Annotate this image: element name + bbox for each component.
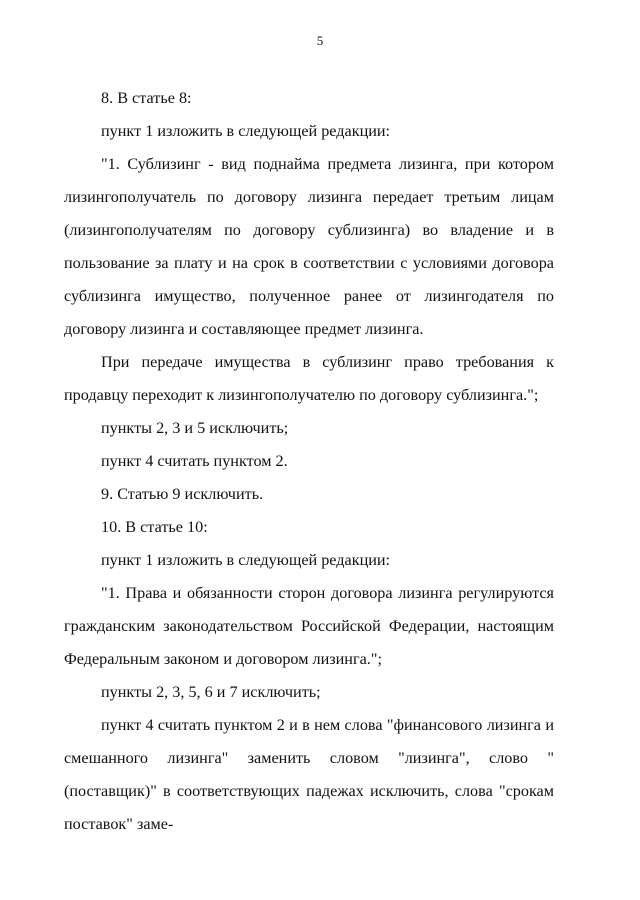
paragraph-article-10-heading: 10. В статье 10: [101,518,208,536]
document-body [64,82,554,841]
paragraph-item-1-intro-2: пункт 1 изложить в следующей редакции: [101,551,391,569]
paragraph-item-4-renumber: пункт 4 считать пунктом 2. [101,452,288,470]
page-number: 5 [316,33,324,48]
paragraph-article-9-exclude: 9. Статью 9 исключить. [101,485,264,503]
paragraph-item-1-intro: пункт 1 изложить в следующей редакции: [101,122,391,140]
paragraph-article-8-heading: 8. В статье 8: [101,89,192,107]
paragraph-rights-obligations: "1. Права и обязанности сторон договора лизинга регулируются гражданским законодательством Российской Федерации, настоящим Федеральным законом и договором лизинга."; [64,584,554,668]
paragraph-item-4-replace: пункт 4 считать пунктом 2 и в нем слова "финансового лизинга и смешанного лизинга" заменить словом "лизинга", слово "(поставщик)" в соответствующих падежах исключить, слова "срокам поставок" заме- [64,716,554,833]
paragraph-sublizing-definition: "1. Сублизинг - вид поднайма предмета лизинга, при котором лизингополучатель по договору лизинга передает третьим лицам (лизингополучателям по договору сублизинга) во владение и в пользование за плату и на срок в соответствии с условиями договора сублизинга имущество, полученное ранее от лизингодателя по договору лизинга и составляющее предмет лизинга. [64,155,554,338]
paragraph-items-exclude: пункты 2, 3 и 5 исключить; [101,419,289,437]
paragraph-sublizing-transfer: При передаче имущества в сублизинг право требования к продавцу переходит к лизингополучателю по договору сублизинга."; [64,353,554,404]
paragraph-items-exclude-2: пункты 2, 3, 5, 6 и 7 исключить; [101,683,321,701]
